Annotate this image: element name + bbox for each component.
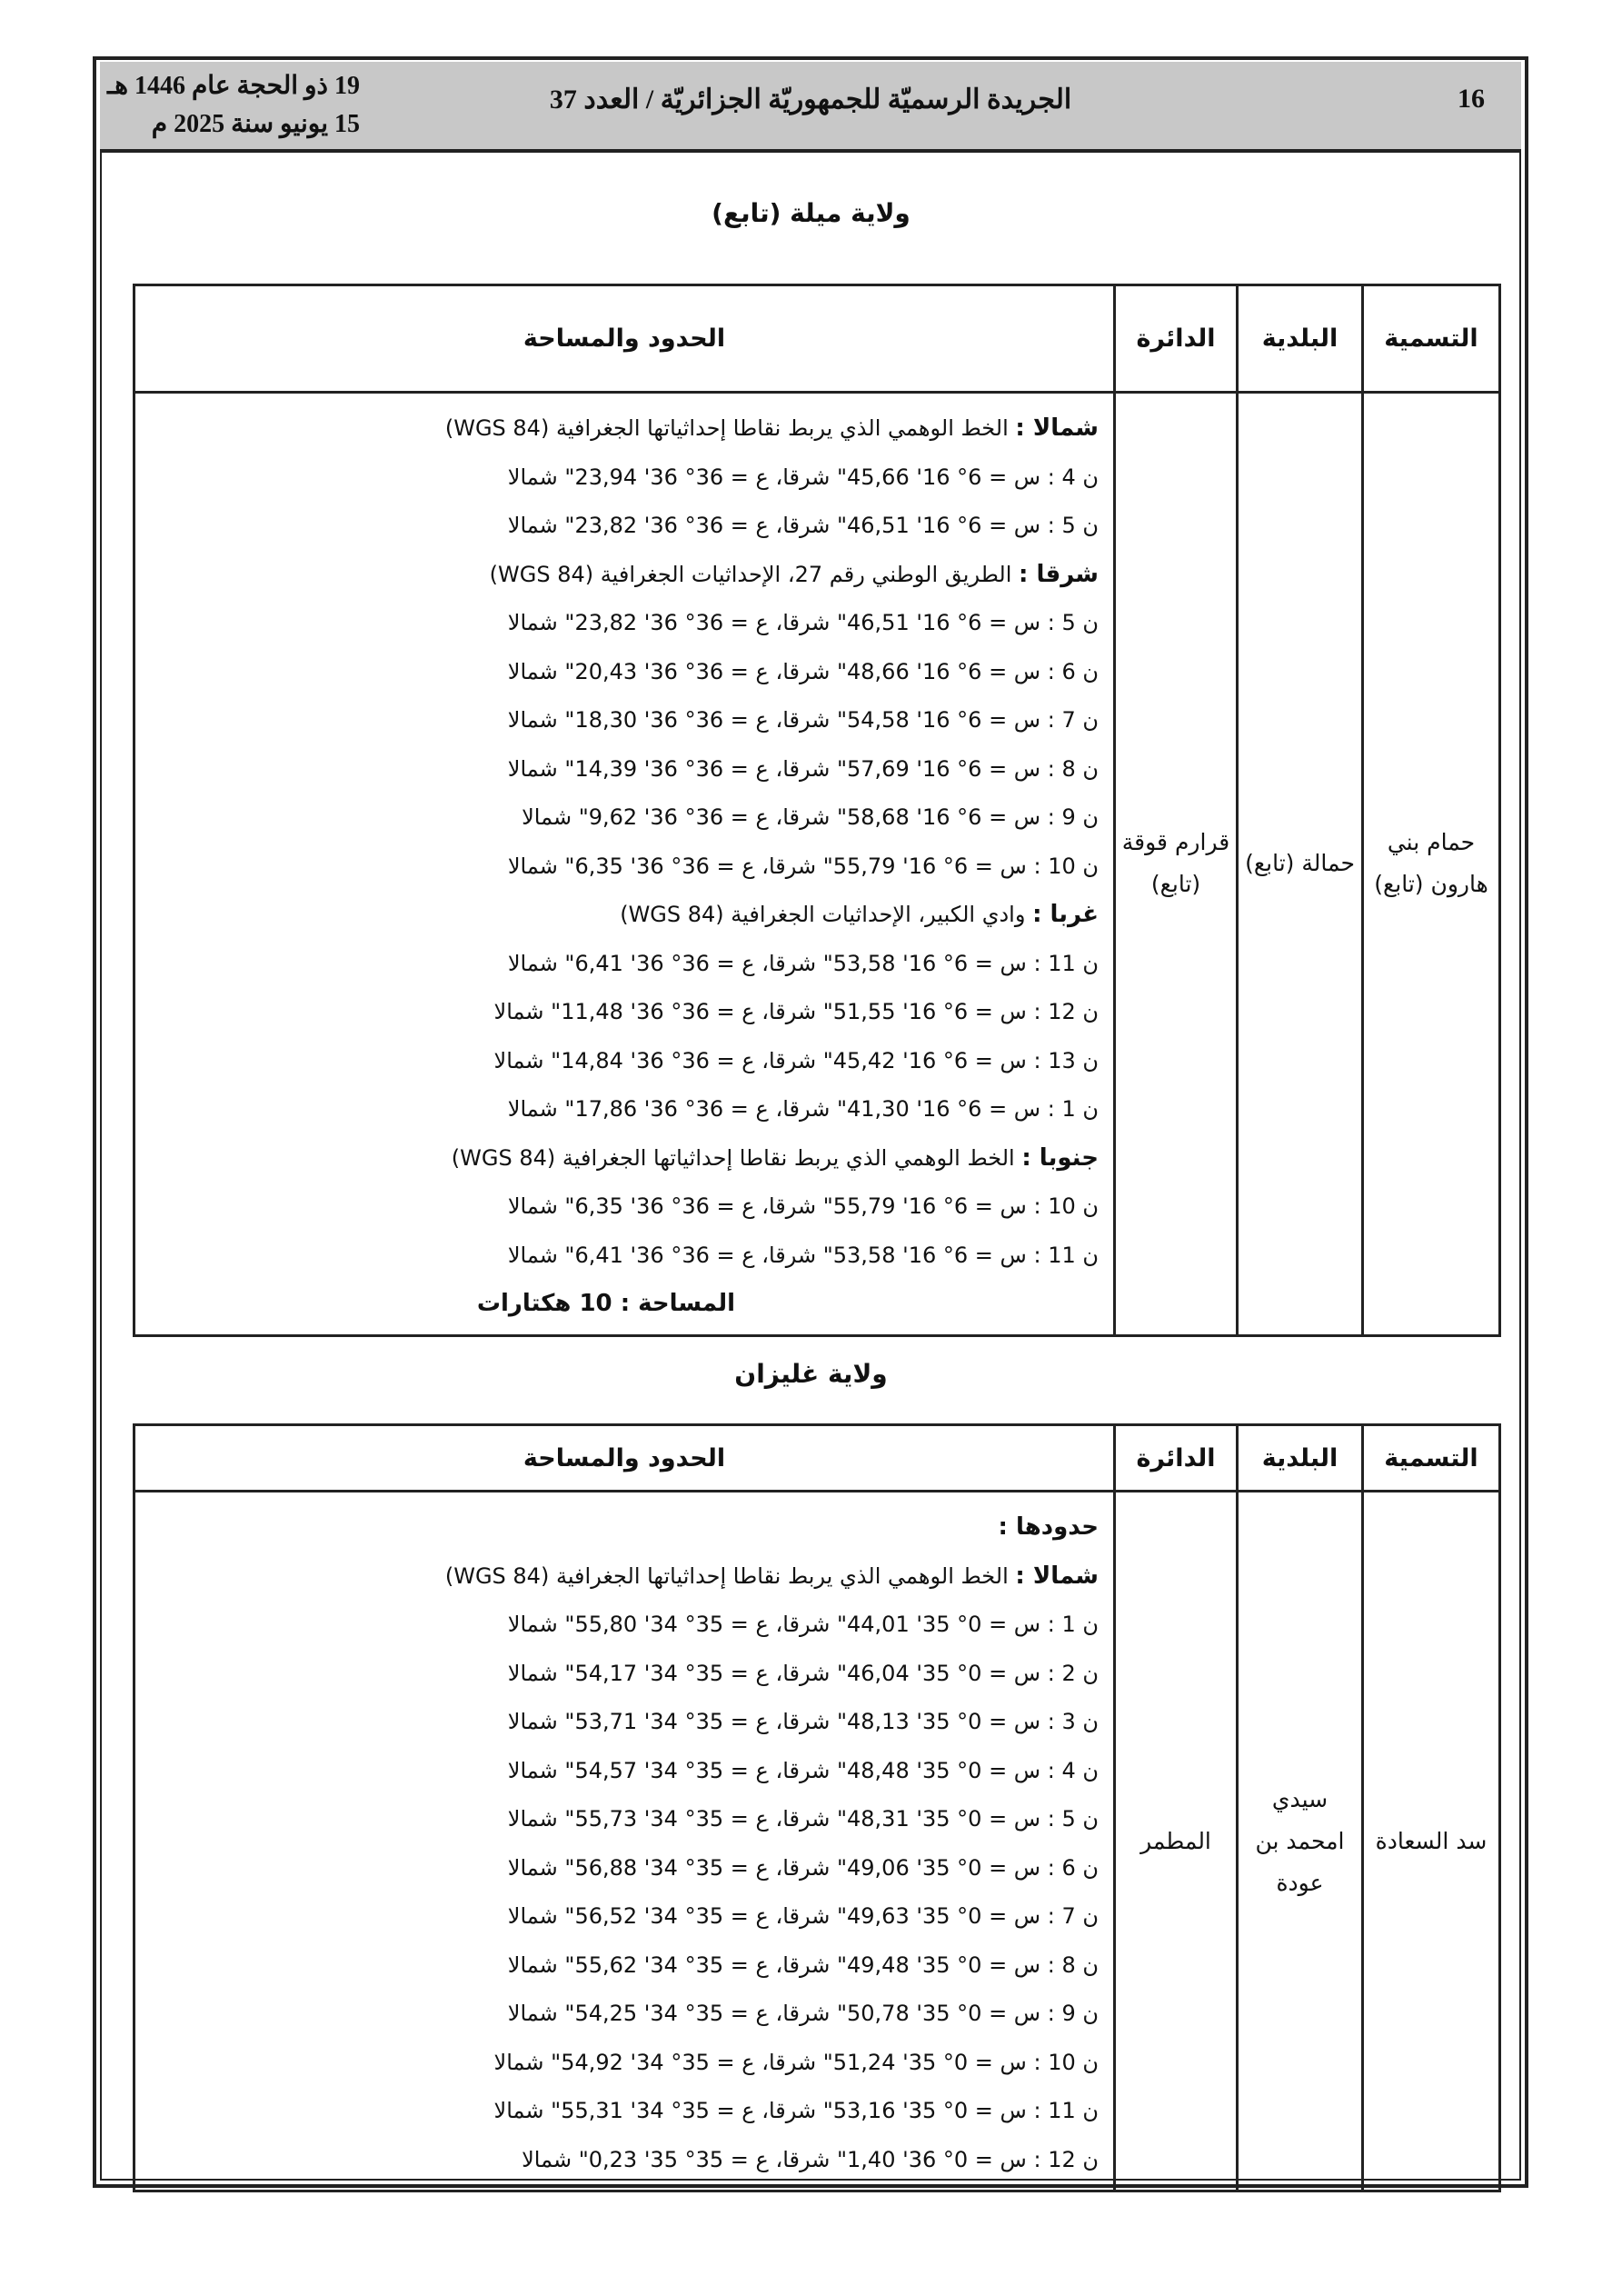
hijri-date: 19 ذو الحجة عام 1446 هـ: [107, 72, 361, 100]
boundary-label: شمالا :: [1015, 1562, 1099, 1590]
boundary-text: ن 5 : س = 6° 16' 46,51" شرقا، ع = 36° 36' 23,82" شمالا: [507, 513, 1099, 538]
col-district: الدائرة: [1115, 285, 1238, 393]
boundary-text: ن 11 : س = 0° 35' 53,16" شرقا، ع = 35° 34' 55,31" شمالا: [493, 2098, 1099, 2123]
boundary-label: جنوبا :: [1021, 1143, 1099, 1172]
table-mila: [133, 284, 1501, 1337]
boundary-text: ن 9 : س = 0° 35' 50,78" شرقا، ع = 35° 34' 54,25" شمالا: [507, 2001, 1099, 2026]
boundary-line: [150, 1037, 1099, 1086]
boundary-text: الخط الوهمي الذي يربط نقاطا إحداثياتها الجغرافية (WGS 84): [444, 1562, 1016, 1589]
section-title-relizane: ولاية غليزان: [734, 1359, 888, 1389]
boundary-text: ن 7 : س = 0° 35' 49,63" شرقا، ع = 35° 34' 56,52" شمالا: [507, 1903, 1099, 1929]
boundary-text: ن 11 : س = 6° 16' 53,58" شرقا، ع = 36° 36' 6,41" شمالا: [507, 950, 1099, 976]
boundary-line: [150, 1795, 1099, 1844]
boundary-line: [150, 599, 1099, 648]
boundary-line: [150, 2136, 1099, 2185]
boundary-line: [150, 551, 1099, 600]
boundary-line: [150, 794, 1099, 843]
boundary-text: الخط الوهمي الذي يربط نقاطا إحداثياتها الجغرافية (WGS 84): [444, 415, 1016, 441]
municipality-text: حمالة (تابع): [1245, 850, 1355, 877]
boundary-text: ن 13 : س = 6° 16' 45,42" شرقا، ع = 36° 36' 14,84" شمالا: [493, 1047, 1099, 1073]
boundary-label: المساحة : 10 هكتارات: [476, 1290, 735, 1317]
boundary-text: ن 10 : س = 0° 35' 51,24" شرقا، ع = 35° 34' 54,92" شمالا: [493, 2049, 1099, 2075]
boundary-line: [150, 2039, 1099, 2088]
district-cell: [1115, 1492, 1238, 2191]
boundary-line: [150, 843, 1099, 892]
table-header-row: [134, 1425, 1500, 1492]
boundary-line: [150, 502, 1099, 551]
boundary-text: ن 6 : س = 6° 16' 48,66" شرقا، ع = 36° 36' 20,43" شمالا: [507, 658, 1099, 684]
boundary-line: [150, 940, 1099, 989]
boundary-text: ن 1 : س = 6° 16' 41,30" شرقا، ع = 36° 36' 17,86" شمالا: [507, 1096, 1099, 1122]
bounds-cell: [134, 393, 1115, 1336]
boundary-text: الطريق الوطني رقم 27، الإحداثيات الجغرافية (WGS 84): [489, 561, 1020, 587]
page-number: 16: [1458, 84, 1485, 114]
boundary-label: غربا :: [1032, 901, 1099, 928]
issue-date: [107, 67, 360, 144]
boundary-text: ن 5 : س = 0° 35' 48,31" شرقا، ع = 35° 34' 55,73" شمالا: [507, 1806, 1099, 1832]
boundary-line: [150, 891, 1099, 940]
boundary-text: ن 10 : س = 6° 16' 55,79" شرقا، ع = 36° 36' 6,35" شمالا: [507, 1193, 1099, 1219]
boundary-text: ن 4 : س = 0° 35' 48,48" شرقا، ع = 35° 34' 54,57" شمالا: [507, 1757, 1099, 1783]
boundary-line: [150, 1280, 1099, 1329]
boundary-line: [150, 1892, 1099, 1942]
boundary-label: حدودها :: [998, 1513, 1099, 1541]
section-title-mila: ولاية ميلة (تابع): [711, 198, 911, 228]
municipality-text: سيدي امحمد بن عودة: [1255, 1785, 1345, 1896]
district-cell: [1115, 393, 1238, 1336]
boundary-line: [150, 1650, 1099, 1699]
boundary-text: ن 5 : س = 6° 16' 46,51" شرقا، ع = 36° 36' 23,82" شمالا: [507, 610, 1099, 635]
boundary-line: [150, 1503, 1099, 1552]
col-name: التسمية: [1363, 285, 1500, 393]
boundary-line: [150, 1942, 1099, 1991]
boundary-line: [150, 745, 1099, 794]
municipality-cell: [1238, 1492, 1363, 2191]
table-relizane: [133, 1423, 1501, 2192]
name-cell: [1363, 1492, 1500, 2191]
boundary-text: وادي الكبير، الإحداثيات الجغرافية (WGS 84): [620, 902, 1033, 927]
bounds-cell: [134, 1492, 1115, 2191]
boundary-line: [150, 1990, 1099, 2039]
boundary-line: [150, 2087, 1099, 2136]
col-name: التسمية: [1363, 1425, 1500, 1492]
boundary-line: [150, 1747, 1099, 1796]
boundary-text: ن 11 : س = 6° 16' 53,58" شرقا، ع = 36° 36' 6,41" شمالا: [507, 1242, 1099, 1268]
boundary-text: ن 4 : س = 6° 16' 45,66" شرقا، ع = 36° 36' 23,94" شمالا: [507, 464, 1099, 490]
table-header-row: [134, 285, 1500, 393]
municipality-cell: [1238, 393, 1363, 1336]
boundary-line: [150, 696, 1099, 745]
district-text: المطمر: [1140, 1827, 1211, 1854]
journal-header: [100, 62, 1521, 153]
boundary-text: ن 1 : س = 0° 35' 44,01" شرقا، ع = 35° 34' 55,80" شمالا: [507, 1612, 1099, 1637]
boundary-line: [150, 1844, 1099, 1893]
boundary-text: ن 8 : س = 0° 35' 49,48" شرقا، ع = 35° 34' 55,62" شمالا: [507, 1952, 1099, 1978]
boundary-text: ن 12 : س = 6° 16' 51,55" شرقا، ع = 36° 36' 11,48" شمالا: [493, 999, 1099, 1024]
boundary-label: شرقا :: [1019, 560, 1099, 588]
boundary-line: [150, 404, 1099, 454]
boundary-text: ن 6 : س = 0° 35' 49,06" شرقا، ع = 35° 34' 56,88" شمالا: [507, 1854, 1099, 1881]
col-bounds: الحدود والمساحة: [134, 1425, 1115, 1492]
boundary-text: ن 7 : س = 6° 16' 54,58" شرقا، ع = 36° 36' 18,30" شمالا: [507, 707, 1099, 733]
boundary-text: ن 12 : س = 0° 36' 1,40" شرقا، ع = 35° 35' 0,23" شمالا: [522, 2146, 1099, 2172]
col-municipality: البلدية: [1238, 1425, 1363, 1492]
boundary-text: ن 3 : س = 0° 35' 48,13" شرقا، ع = 35° 34' 53,71" شمالا: [507, 1709, 1099, 1734]
name-text: سد السعادة: [1375, 1827, 1488, 1854]
boundary-label: شمالا :: [1015, 414, 1099, 442]
table-row: [134, 1492, 1500, 2191]
boundary-line: [150, 1085, 1099, 1134]
boundary-text: ن 10 : س = 6° 16' 55,79" شرقا، ع = 36° 36' 6,35" شمالا: [507, 853, 1099, 879]
boundary-line: [150, 1232, 1099, 1281]
col-bounds: الحدود والمساحة: [134, 285, 1115, 393]
boundary-line: [150, 988, 1099, 1037]
boundary-line: [150, 1698, 1099, 1747]
gregorian-date: 15 يونيو سنة 2025 م: [151, 110, 361, 138]
district-text: قرارم قوقة (تابع): [1121, 829, 1230, 898]
boundary-line: [150, 1601, 1099, 1650]
boundary-line: [150, 648, 1099, 697]
boundary-text: الخط الوهمي الذي يربط نقاطا إحداثياتها الجغرافية (WGS 84): [451, 1144, 1022, 1171]
boundary-text: ن 8 : س = 6° 16' 57,69" شرقا، ع = 36° 36' 14,39" شمالا: [507, 755, 1099, 782]
name-cell: [1363, 393, 1500, 1336]
boundary-text: ن 9 : س = 6° 16' 58,68" شرقا، ع = 36° 36' 9,62" شمالا: [522, 804, 1099, 830]
boundary-line: [150, 1134, 1099, 1183]
boundary-line: [150, 1183, 1099, 1232]
boundary-line: [150, 1552, 1099, 1602]
journal-title: الجريدة الرسميّة للجمهوريّة الجزائريّة / العدد 37: [549, 85, 1072, 115]
boundary-text: ن 2 : س = 0° 35' 46,04" شرقا، ع = 35° 34' 54,17" شمالا: [507, 1660, 1099, 1686]
col-district: الدائرة: [1115, 1425, 1238, 1492]
col-municipality: البلدية: [1238, 285, 1363, 393]
name-text: حمام بني هارون (تابع): [1374, 829, 1488, 898]
boundary-line: [150, 454, 1099, 503]
table-row: [134, 393, 1500, 1336]
